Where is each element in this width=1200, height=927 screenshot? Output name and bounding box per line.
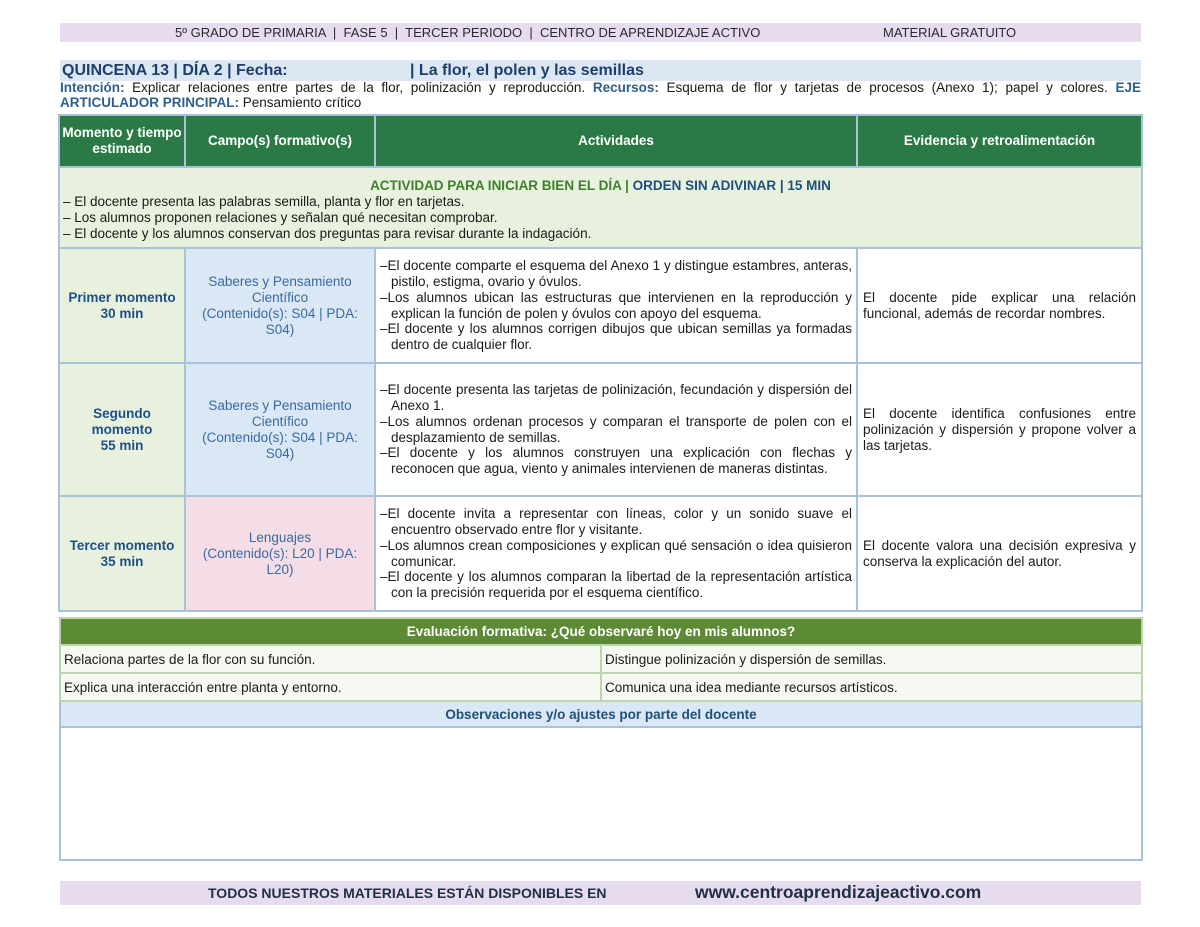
moment-time: 55 min [100, 437, 144, 453]
moment-cell [59, 363, 185, 496]
table-header-row [59, 115, 1142, 167]
activities-cell [375, 496, 857, 611]
campo-code: (Contenido(s): S04 | PDA: S04) [202, 429, 358, 461]
start-activity-item-text: El docente y los alumnos conservan dos preguntas para revisar durante la indagación. [74, 226, 592, 241]
activity-text: El docente comparte el esquema del Anexo 1 y distingue estambres, anteras, pistilo, estigma, ovario y óvulos. [387, 258, 852, 289]
evaluation-item: Comunica una idea mediante recursos artísticos. [601, 673, 1142, 701]
evidence-cell: El docente valora una decisión expresiva y conserva la explicación del autor. [857, 496, 1142, 611]
activities-cell [375, 363, 857, 496]
activity-text: El docente y los alumnos construyen una explicación con flechas y reconocen que agua, viento y animales intervienen de maneras distintas. [387, 445, 852, 477]
activity-text: El docente y los alumnos corrigen dibujos que ubican semillas ya formadas dentro de cualquier flor. [387, 321, 852, 353]
observations-title: Observaciones y/o ajustes por parte del docente [60, 701, 1142, 727]
recursos-text: Esquema de flor y tarjetas de procesos (Anexo 1); papel y colores. [666, 80, 1108, 95]
start-activity-cell [59, 167, 1142, 248]
activity-item: –El docente y los alumnos corrigen dibujos que ubican semillas ya formadas dentro de cualquier flor. [380, 321, 852, 353]
campo-cell [185, 363, 375, 496]
moment-cell [59, 496, 185, 611]
start-activity-name: ORDEN SIN ADIVINAR | 15 MIN [632, 178, 831, 193]
moment-name: Segundo momento [91, 405, 153, 437]
evidence-cell: El docente identifica confusiones entre polinización y dispersión y propone volver a las tarjetas. [857, 363, 1142, 496]
campo-name: Lenguajes [248, 529, 312, 545]
grade-info: 5º GRADO DE PRIMARIA | FASE 5 | TERCER PERIODO | CENTRO DE APRENDIZAJE ACTIVO [175, 25, 761, 40]
evaluation-item: Explica una interacción entre planta y entorno. [60, 673, 601, 701]
campo-code: (Contenido(s): L20 | PDA: L20) [202, 545, 358, 577]
moment-time: 35 min [100, 553, 144, 569]
footer-text: TODOS NUESTROS MATERIALES ESTÁN DISPONIBLES EN [208, 885, 607, 901]
recursos-label: Recursos: [592, 80, 659, 95]
footer-banner [60, 881, 1141, 905]
activity-text: El docente y los alumnos comparan la libertad de la representación artística con la precisión requerida por el esquema científico. [387, 569, 852, 601]
start-activity-item-text: Los alumnos proponen relaciones y señalan qué necesitan comprobar. [74, 210, 498, 225]
activity-item: –El docente comparte el esquema del Anexo 1 y distingue estambres, anteras, pistilo, estigma, ovario y óvulos. [380, 258, 852, 289]
activity-item: –El docente invita a representar con líneas, color y un sonido suave el encuentro observado entre flor y visitante. [380, 506, 852, 537]
activity-item: –El docente y los alumnos comparan la libertad de la representación artística con la precisión requerida por el esquema científico. [380, 569, 852, 601]
moment-row-3 [59, 496, 1142, 611]
campo-cell [185, 248, 375, 363]
eje-label: EJE ARTICULADOR PRINCIPAL: [60, 80, 1141, 110]
evaluation-table [59, 617, 1143, 861]
lesson-intro [60, 80, 1141, 110]
campo-name: Saberes y Pensamiento Científico [208, 273, 352, 305]
activity-text: Los alumnos crean composiciones y explican qué sensación o idea quisieron comunicar. [387, 537, 852, 569]
planning-table [58, 114, 1143, 612]
intencion-label: Intención: [60, 80, 125, 95]
lesson-title-bar [60, 60, 1141, 81]
evaluation-title: Evaluación formativa: ¿Qué observaré hoy en mis alumnos? [60, 618, 1142, 645]
activity-item: –Los alumnos ubican las estructuras que intervienen en la reproducción y explican la función de polen y óvulos con apoyo del esquema. [380, 289, 852, 321]
activity-text: El docente invita a representar con líneas, color y un sonido suave el encuentro observado entre flor y visitante. [387, 506, 852, 537]
start-activity-item-text: El docente presenta las palabras semilla, planta y flor en tarjetas. [74, 194, 465, 209]
intencion-text: Explicar relaciones entre partes de la flor, polinización y reproducción. [132, 80, 586, 95]
activity-text: Los alumnos ordenan procesos y comparan el transporte de polen con el desplazamiento de semillas. [387, 413, 852, 445]
campo-code: (Contenido(s): S04 | PDA: S04) [202, 305, 358, 337]
evaluation-item: Distingue polinización y dispersión de semillas. [601, 645, 1142, 673]
activities-cell [375, 248, 857, 363]
activity-item: –Los alumnos crean composiciones y explican qué sensación o idea quisieron comunicar. [380, 537, 852, 569]
activity-item: –El docente presenta las tarjetas de polinización, fecundación y dispersión del Anexo 1. [380, 382, 852, 413]
moment-row-2 [59, 363, 1142, 496]
activity-item: –Los alumnos ordenan procesos y comparan el transporte de polen con el desplazamiento de semillas. [380, 413, 852, 445]
top-banner [60, 23, 1141, 42]
activity-text: Los alumnos ubican las estructuras que intervienen en la reproducción y explican la función de polen y óvulos con apoyo del esquema. [387, 289, 852, 321]
free-material-label: MATERIAL GRATUITO [883, 25, 1017, 40]
start-activity-title [63, 178, 1138, 194]
moment-row-1 [59, 248, 1142, 363]
evaluation-item: Relaciona partes de la flor con su función. [60, 645, 601, 673]
lesson-topic-title: | La flor, el polen y las semillas [410, 62, 644, 79]
start-activity-item: – El docente presenta las palabras semilla, planta y flor en tarjetas. [63, 194, 465, 209]
activity-text: El docente presenta las tarjetas de polinización, fecundación y dispersión del Anexo 1. [387, 382, 852, 413]
evidence-cell: El docente pide explicar una relación funcional, además de recordar nombres. [857, 248, 1142, 363]
header-momento: Momento y tiempo estimado [59, 115, 185, 167]
footer-url-link[interactable]: www.centroaprendizajeactivo.com [695, 882, 982, 902]
eje-text: Pensamiento crítico [242, 95, 362, 110]
header-actividades: Actividades [375, 115, 857, 167]
start-activity-label: ACTIVIDAD PARA INICIAR BIEN EL DÍA | [370, 178, 629, 193]
header-evidencia: Evidencia y retroalimentación [857, 115, 1142, 167]
moment-name: Tercer momento [69, 537, 175, 553]
start-activity-item: – El docente y los alumnos conservan dos preguntas para revisar durante la indagación. [63, 226, 592, 241]
moment-name: Primer momento [68, 289, 176, 305]
lesson-date-title: QUINCENA 13 | DÍA 2 | Fecha: [62, 62, 288, 79]
start-activity-row [59, 167, 1142, 248]
header-campo: Campo(s) formativo(s) [185, 115, 375, 167]
activity-item: –El docente y los alumnos construyen una explicación con flechas y reconocen que agua, viento y animales intervienen de maneras distintas. [380, 445, 852, 477]
campo-cell [185, 496, 375, 611]
start-activity-item: – Los alumnos proponen relaciones y señalan qué necesitan comprobar. [63, 210, 498, 225]
moment-cell [59, 248, 185, 363]
moment-time: 30 min [100, 305, 144, 321]
campo-name: Saberes y Pensamiento Científico [208, 397, 352, 429]
observations-area[interactable] [60, 727, 1142, 860]
